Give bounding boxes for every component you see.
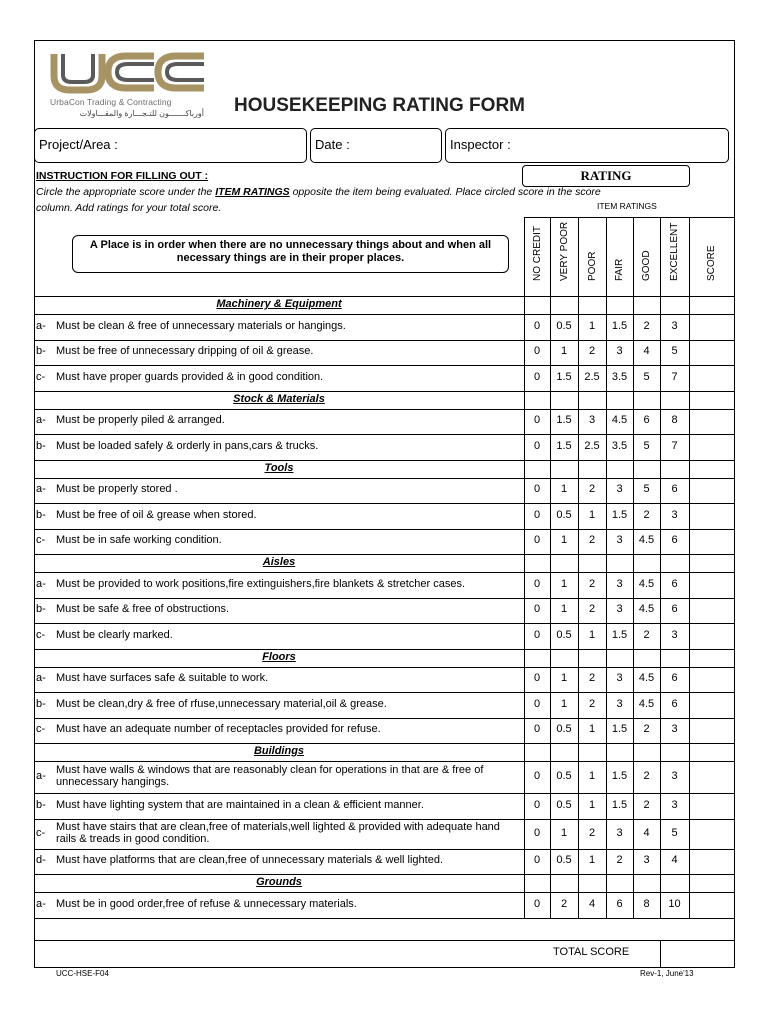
item-requirement: Must be provided to work positions,fire extinguishers,fire blankets & stretcher cases.: [56, 577, 466, 590]
score-option[interactable]: 0: [533, 319, 541, 332]
column-header-label: NO CREDIT: [531, 226, 543, 281]
score-input-cell[interactable]: [689, 849, 735, 875]
column-header: [660, 217, 689, 296]
table-line: [34, 892, 735, 893]
score-option[interactable]: 7: [671, 370, 678, 383]
item-requirement: Must be clean,dry & free of rfuse,unnecessary material,oil & grease.: [56, 697, 387, 710]
score-option[interactable]: 0: [533, 577, 541, 590]
item-requirement: Must have surfaces safe & suitable to work.: [56, 672, 269, 685]
score-option[interactable]: 4: [643, 826, 650, 839]
score-option[interactable]: 4.5: [638, 603, 655, 616]
score-option[interactable]: 1: [560, 534, 568, 547]
score-option[interactable]: 3: [616, 826, 623, 839]
score-option[interactable]: 2: [588, 577, 596, 590]
score-input-cell[interactable]: [689, 623, 735, 649]
table-line: [34, 572, 735, 573]
score-option[interactable]: 3: [616, 577, 623, 590]
table-line: [606, 296, 607, 918]
score-option[interactable]: 2: [643, 770, 650, 782]
score-option[interactable]: 6: [671, 603, 678, 616]
score-option[interactable]: 2: [616, 854, 623, 867]
item-letter: a-: [36, 770, 46, 782]
score-option[interactable]: 1: [588, 628, 596, 641]
revision-label: Rev-1, June'13: [640, 969, 694, 978]
score-option[interactable]: 3: [616, 534, 623, 547]
item-requirement: Must be loaded safely & orderly in pans,cars & trucks.: [56, 439, 319, 452]
project-area-label: Project/Area :: [39, 137, 118, 152]
score-option[interactable]: 6: [643, 414, 650, 427]
item-letter: a-: [36, 319, 46, 332]
score-input-cell[interactable]: [689, 598, 735, 624]
table-line: [34, 554, 735, 555]
item-letter: c-: [36, 370, 46, 383]
score-option[interactable]: 0.5: [556, 770, 572, 782]
column-header: [524, 217, 550, 296]
total-score-label: TOTAL SCORE: [553, 946, 630, 958]
score-option[interactable]: 2: [643, 798, 650, 811]
table-line: [34, 391, 735, 392]
table-line: [34, 874, 735, 875]
score-option[interactable]: 0: [533, 483, 541, 496]
table-line: [34, 793, 735, 794]
table-line: [34, 692, 735, 693]
total-score-input[interactable]: [660, 940, 735, 969]
score-option[interactable]: 3: [671, 628, 678, 641]
score-option[interactable]: 0.5: [556, 854, 572, 867]
item-requirement: Must have stairs that are clean,free of materials,well lighted & provided with adequate hand rails & treads in good condition.: [56, 820, 500, 845]
score-option[interactable]: 8: [643, 897, 650, 910]
item-letter: b-: [36, 345, 46, 358]
item-letter: a-: [36, 414, 46, 427]
score-input-cell[interactable]: [689, 409, 735, 435]
score-option[interactable]: 3: [616, 603, 623, 616]
table-line: [34, 743, 735, 744]
score-option[interactable]: 2: [560, 897, 568, 910]
section-title: Grounds: [256, 876, 302, 888]
instruction-text: Circle the appropriate score under the ITEM RATINGS opposite the item being evaluated. Place circled score in the score column. Add ratings for your total score.: [36, 186, 601, 214]
item-requirement: Must have proper guards provided & in good condition.: [56, 370, 324, 383]
score-option[interactable]: 1.5: [611, 723, 628, 736]
table-line: [34, 529, 735, 530]
score-option[interactable]: 0.5: [556, 508, 572, 521]
table-line: [34, 918, 735, 919]
score-option[interactable]: 3: [616, 483, 623, 496]
section-title: Floors: [262, 650, 296, 663]
score-option[interactable]: 2: [588, 345, 596, 358]
item-ratings-label: ITEM RATINGS: [597, 201, 657, 211]
score-option[interactable]: 3: [671, 723, 678, 736]
score-option[interactable]: 1: [588, 723, 596, 736]
table-line: [34, 314, 735, 315]
score-option[interactable]: 1: [560, 483, 568, 496]
score-option[interactable]: 5: [671, 826, 678, 839]
item-requirement: Must be clearly marked.: [56, 628, 173, 641]
score-option[interactable]: 1: [588, 854, 596, 867]
item-letter: c-: [36, 534, 46, 547]
score-input-cell[interactable]: [689, 692, 735, 718]
column-header: [689, 217, 735, 296]
score-option[interactable]: 1.5: [611, 319, 628, 332]
column-header: [578, 217, 606, 296]
score-input-cell[interactable]: [689, 892, 735, 918]
score-option[interactable]: 4: [643, 345, 650, 358]
column-header-label: VERY POOR: [558, 221, 570, 281]
score-option[interactable]: 3: [616, 697, 623, 710]
score-option[interactable]: 0: [533, 439, 541, 452]
section-title: Tools: [264, 461, 294, 474]
item-letter: b-: [36, 603, 46, 616]
score-option[interactable]: 1: [560, 697, 568, 710]
score-option[interactable]: 6: [671, 672, 678, 685]
score-option[interactable]: 0: [533, 508, 541, 521]
score-option[interactable]: 1: [560, 577, 568, 590]
score-input-cell[interactable]: [689, 503, 735, 529]
table-line: [578, 296, 579, 918]
score-option[interactable]: 2: [643, 508, 650, 521]
score-option[interactable]: 2: [643, 628, 650, 641]
item-requirement: Must be clean & free of unnecessary materials or hangings.: [56, 319, 346, 332]
score-input-cell[interactable]: [689, 572, 735, 598]
score-option[interactable]: 6: [671, 483, 678, 496]
score-option[interactable]: 1: [588, 508, 596, 521]
column-header-label: GOOD: [641, 250, 652, 281]
score-option[interactable]: 1: [560, 826, 568, 839]
score-option[interactable]: 3: [616, 345, 623, 358]
score-option[interactable]: 4: [671, 854, 678, 867]
date-label: Date :: [315, 137, 350, 152]
score-option[interactable]: 1: [560, 672, 568, 685]
score-option[interactable]: 2: [643, 319, 650, 332]
item-requirement: Must be free of unnecessary dripping of oil & grease.: [56, 345, 314, 358]
section-title: Machinery & Equipment: [216, 298, 342, 310]
score-option[interactable]: 0: [533, 414, 541, 427]
score-option[interactable]: 2: [588, 697, 596, 710]
item-letter: c-: [36, 826, 46, 839]
score-option[interactable]: 4.5: [638, 697, 655, 710]
score-option[interactable]: 1: [560, 603, 568, 616]
score-input-cell[interactable]: [689, 340, 735, 366]
table-line: [34, 849, 735, 850]
column-header-label: FAIR: [614, 258, 625, 281]
form-code: UCC-HSE-F04: [56, 969, 109, 978]
score-option[interactable]: 3.5: [611, 370, 628, 383]
score-option[interactable]: 1.5: [556, 370, 572, 383]
score-option[interactable]: 3: [671, 508, 678, 521]
score-option[interactable]: 7: [671, 439, 678, 452]
company-name-en: UrbaCon Trading & Contracting: [50, 97, 172, 107]
column-header-label: POOR: [586, 251, 598, 281]
score-option[interactable]: 0.5: [556, 628, 572, 641]
ucc-logo-icon: [50, 50, 210, 96]
table-line: [34, 649, 735, 650]
score-option[interactable]: 1: [560, 345, 568, 358]
score-option[interactable]: 0: [533, 534, 541, 547]
score-option[interactable]: 0: [533, 603, 541, 616]
table-line: [34, 819, 735, 820]
score-option[interactable]: 6: [616, 897, 623, 910]
item-requirement: Must be properly stored .: [56, 483, 178, 496]
score-option[interactable]: 2: [588, 534, 596, 547]
item-requirement: Must be in good order,free of refuse & unnecessary materials.: [56, 897, 357, 910]
table-line: [34, 434, 735, 435]
table-line: [34, 598, 735, 599]
score-option[interactable]: 2: [588, 603, 596, 616]
table-line: [34, 340, 735, 341]
score-option[interactable]: 8: [671, 414, 678, 427]
score-input-cell[interactable]: [689, 761, 735, 793]
score-option[interactable]: 3.5: [611, 439, 628, 452]
score-option[interactable]: 6: [671, 697, 678, 710]
score-option[interactable]: 1: [588, 798, 596, 811]
table-line: [34, 409, 735, 410]
column-header: [606, 217, 633, 296]
score-option[interactable]: 6: [671, 534, 678, 547]
item-requirement: Must have an adequate number of receptacles provided for refuse.: [56, 723, 381, 736]
score-input-cell[interactable]: [689, 529, 735, 555]
score-input-cell[interactable]: [689, 718, 735, 744]
score-option[interactable]: 0: [533, 345, 541, 358]
section-title: Aisles: [262, 556, 296, 568]
item-requirement: Must have platforms that are clean,free of unnecessary materials & well lighted.: [56, 854, 444, 867]
score-option[interactable]: 0.5: [556, 798, 572, 811]
score-input-cell[interactable]: [689, 478, 735, 504]
item-letter: c-: [36, 628, 46, 641]
column-header-label: SCORE: [706, 245, 717, 281]
table-line: [34, 761, 735, 762]
score-option[interactable]: 0: [533, 770, 541, 782]
column-header-label: EXCELLENT: [669, 222, 680, 281]
item-requirement: Must have walls & windows that are reasonably clean for operations in that are & free of unnecessary hangings.: [56, 764, 484, 788]
table-line: [660, 296, 661, 918]
column-header: [633, 217, 660, 296]
instruction-heading: INSTRUCTION FOR FILLING OUT :: [36, 170, 209, 182]
score-option[interactable]: 1.5: [556, 439, 572, 452]
score-option[interactable]: 2: [588, 483, 596, 496]
item-letter: a-: [36, 672, 46, 685]
inspector-label: Inspector :: [450, 137, 511, 152]
score-input-cell[interactable]: [689, 314, 735, 340]
score-option[interactable]: 0: [533, 798, 541, 811]
form-title: HOUSEKEEPING RATING FORM: [234, 95, 525, 116]
score-option[interactable]: 3: [671, 770, 678, 782]
item-letter: c-: [36, 723, 46, 736]
table-line: [633, 296, 634, 918]
item-ratings-emphasis: ITEM RATINGS: [215, 186, 290, 198]
score-option[interactable]: 1.5: [611, 508, 628, 521]
section-title: Stock & Materials: [233, 392, 325, 405]
score-option[interactable]: 0: [533, 826, 541, 839]
score-option[interactable]: 0: [533, 672, 541, 685]
table-line: [550, 296, 551, 918]
table-line: [34, 478, 735, 479]
item-letter: a-: [36, 483, 46, 496]
score-option[interactable]: 5: [643, 439, 650, 452]
project-area-field[interactable]: [34, 128, 307, 163]
score-option[interactable]: 1: [588, 770, 596, 782]
score-option[interactable]: 0.5: [556, 319, 572, 332]
table-line: [34, 667, 735, 668]
score-option[interactable]: 5: [671, 345, 678, 358]
table-line: [34, 503, 735, 504]
item-letter: a-: [36, 897, 46, 910]
score-input-cell[interactable]: [689, 819, 735, 849]
score-option[interactable]: 4.5: [611, 414, 628, 427]
score-option[interactable]: 0: [533, 628, 541, 641]
score-option[interactable]: 1.5: [611, 798, 628, 811]
score-option[interactable]: 3: [588, 414, 596, 427]
score-option[interactable]: 2: [588, 672, 596, 685]
table-line: [34, 623, 735, 624]
score-option[interactable]: 10: [668, 897, 681, 910]
score-option[interactable]: 2.5: [584, 370, 600, 383]
date-field[interactable]: [310, 128, 442, 163]
score-option[interactable]: 3: [671, 319, 678, 332]
item-requirement: Must be safe & free of obstructions.: [56, 603, 230, 616]
item-requirement: Must be in safe working condition.: [56, 534, 222, 547]
table-line: [34, 460, 735, 461]
score-option[interactable]: 3: [671, 798, 678, 811]
item-letter: d-: [36, 854, 46, 867]
score-option[interactable]: 1.5: [611, 770, 628, 782]
rating-label: RATING: [522, 165, 690, 187]
score-option[interactable]: 4.5: [638, 672, 655, 685]
table-line: [34, 940, 735, 941]
table-line: [34, 718, 735, 719]
score-option[interactable]: 4.5: [638, 534, 655, 547]
table-line: [34, 296, 735, 297]
score-option[interactable]: 4.5: [638, 577, 655, 590]
item-letter: a-: [36, 577, 46, 590]
score-input-cell[interactable]: [689, 434, 735, 460]
item-letter: b-: [36, 697, 46, 710]
score-option[interactable]: 1: [588, 319, 596, 332]
table-line: [689, 296, 690, 918]
score-option[interactable]: 0.5: [556, 723, 572, 736]
order-note: A Place is in order when there are no unnecessary things about and when all necessary things are in their proper places.: [72, 235, 509, 273]
item-letter: b-: [36, 798, 46, 811]
section-title: Buildings: [253, 745, 305, 757]
score-option[interactable]: 0: [533, 697, 541, 710]
inspector-field[interactable]: [445, 128, 729, 163]
score-option[interactable]: 5: [643, 370, 650, 383]
table-line: [34, 365, 735, 366]
score-option[interactable]: 0: [533, 723, 541, 736]
item-letter: b-: [36, 439, 46, 452]
column-header: [550, 217, 578, 296]
score-input-cell[interactable]: [689, 365, 735, 391]
item-requirement: Must be properly piled & arranged.: [56, 414, 225, 427]
company-name-ar: أورباكـــــــون للتـجـــارة والمقـــاولات: [79, 109, 204, 118]
score-input-cell[interactable]: [689, 793, 735, 819]
score-option[interactable]: 0: [533, 897, 541, 910]
score-option[interactable]: 4: [588, 897, 596, 910]
score-option[interactable]: 2: [588, 826, 596, 839]
score-option[interactable]: 2.5: [584, 439, 600, 452]
score-option[interactable]: 6: [671, 577, 678, 590]
score-option[interactable]: 2: [643, 723, 650, 736]
score-option[interactable]: 3: [616, 672, 623, 685]
table-line: [524, 296, 525, 918]
score-option[interactable]: 5: [643, 483, 650, 496]
score-option[interactable]: 1.5: [611, 628, 628, 641]
score-option[interactable]: 0: [533, 370, 541, 383]
item-requirement: Must have lighting system that are maintained in a clean & efficient manner.: [56, 798, 424, 811]
item-letter: b-: [36, 508, 46, 521]
score-option[interactable]: 1.5: [556, 414, 572, 427]
score-option[interactable]: 3: [643, 854, 650, 867]
item-requirement: Must be free of oil & grease when stored.: [56, 508, 257, 521]
score-option[interactable]: 0: [533, 854, 541, 867]
score-input-cell[interactable]: [689, 667, 735, 693]
